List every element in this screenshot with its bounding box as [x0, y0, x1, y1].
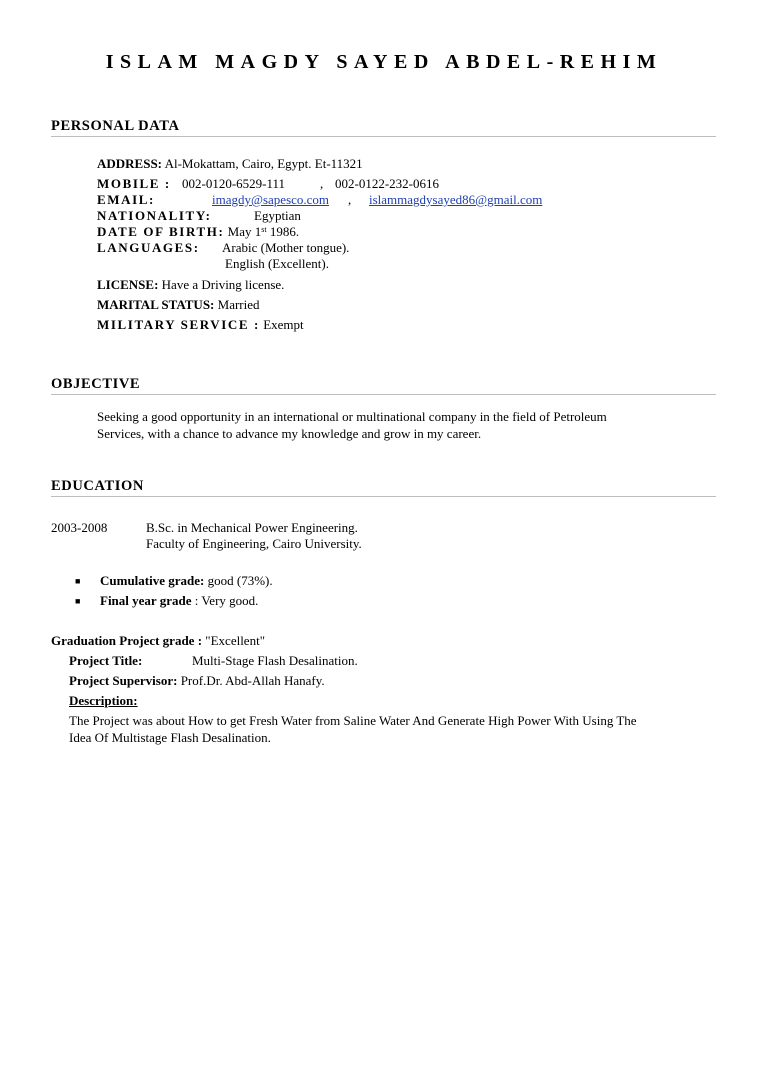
final-grade-value: : Very good. — [194, 593, 259, 608]
description-label: Description: — [69, 693, 138, 708]
dob-value: May 1st 1986. — [227, 224, 300, 239]
description-line-2: Idea Of Multistage Flash Desalination. — [69, 730, 271, 745]
cumulative-grade-label: Cumulative grade: — [100, 573, 205, 588]
marital-label: MARITAL STATUS: — [97, 297, 215, 312]
project-supervisor-label: Project Supervisor: — [69, 673, 178, 688]
final-grade-label: Final year grade — [100, 593, 192, 608]
project-supervisor-value: Prof.Dr. Abd-Allah Hanafy. — [180, 673, 325, 688]
project-supervisor-row — [69, 673, 325, 689]
mobile-label: MOBILE : — [97, 176, 171, 191]
military-value: Exempt — [263, 317, 304, 332]
bullet-icon: ■ — [75, 596, 81, 606]
graduation-project-label: Graduation Project grade : — [51, 633, 203, 648]
dob-row — [97, 224, 299, 240]
language-arabic: Arabic (Mother tongue). — [222, 240, 350, 255]
mobile-separator: , — [320, 176, 324, 191]
email-link-personal[interactable]: islammagdysayed86@gmail.com — [369, 192, 543, 207]
education-years: 2003-2008 — [51, 520, 108, 535]
military-row — [97, 317, 304, 333]
marital-row — [97, 297, 260, 313]
language-english: English (Excellent). — [225, 256, 329, 271]
graduation-project-row — [51, 633, 265, 649]
objective-line-2: Services, with a chance to advance my knowledge and grow in my career. — [97, 426, 482, 441]
email-link-work[interactable]: imagdy@sapesco.com — [212, 192, 330, 207]
license-value: Have a Driving license. — [161, 277, 285, 292]
mobile-number-2: 002-0122-232-0616 — [335, 176, 439, 191]
candidate-name: ISLAM MAGDY SAYED ABDEL-REHIM — [105, 51, 663, 73]
military-label: MILITARY SERVICE : — [97, 317, 260, 332]
graduation-project-value: "Excellent" — [205, 633, 265, 648]
cumulative-grade-row — [100, 573, 273, 589]
education-faculty: Faculty of Engineering, Cairo University. — [146, 536, 362, 551]
nationality-label: NATIONALITY: — [97, 208, 212, 223]
objective-line-1: Seeking a good opportunity in an international or multinational company in the field of Petroleum — [97, 409, 607, 424]
section-heading-education: EDUCATION — [51, 477, 716, 497]
section-heading-objective: OBJECTIVE — [51, 375, 716, 395]
bullet-icon: ■ — [75, 576, 81, 586]
license-row — [97, 277, 284, 293]
address-row — [97, 156, 363, 172]
email-separator: , — [348, 192, 352, 207]
mobile-number-1: 002-0120-6529-111 — [182, 176, 286, 191]
description-line-1: The Project was about How to get Fresh Water from Saline Water And Generate High Power With Using The — [69, 713, 637, 728]
section-heading-personal-data: PERSONAL DATA — [51, 117, 716, 137]
languages-label: LANGUAGES: — [97, 240, 200, 255]
project-title-value: Multi-Stage Flash Desalination. — [192, 653, 358, 668]
project-title-label: Project Title: — [69, 653, 143, 668]
address-label: ADDRESS: — [97, 156, 163, 171]
final-grade-row — [100, 593, 258, 609]
license-label: LICENSE: — [97, 277, 159, 292]
email-label: EMAIL: — [97, 192, 155, 207]
marital-value: Married — [217, 297, 260, 312]
cumulative-grade-value: good (73%). — [207, 573, 273, 588]
dob-label: DATE OF BIRTH: — [97, 224, 225, 239]
education-degree: B.Sc. in Mechanical Power Engineering. — [146, 520, 358, 535]
mobile-row — [97, 176, 171, 192]
address-value: Al-Mokattam, Cairo, Egypt. Et-11321 — [164, 156, 363, 171]
nationality-value: Egyptian — [254, 208, 301, 223]
